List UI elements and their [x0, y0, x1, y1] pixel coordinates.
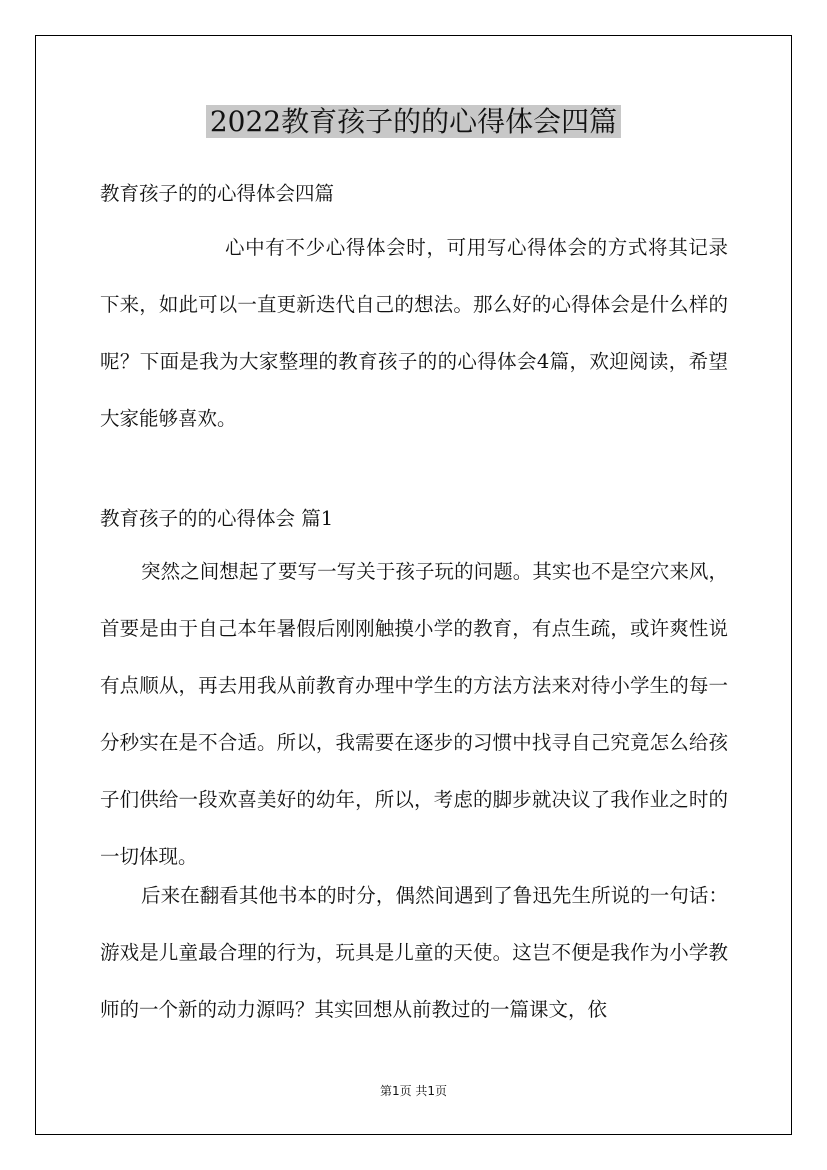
page-footer: 第1页 共1页 — [379, 1084, 448, 1098]
section-heading: 教育孩子的的心得体会 篇1 — [100, 507, 334, 530]
intro-paragraph: 心中有不少心得体会时，可用写心得体会的方式将其记录下来，如此可以一直更新迭代自己的想法。那么好的心得体会是什么样的呢？下面是我为大家整理的教育孩子的的心得体会4篇，欢迎阅读，希望大家能够喜欢。 — [100, 236, 728, 430]
document-title — [0, 101, 827, 143]
document-subtitle: 教育孩子的的心得体会四篇 — [100, 182, 335, 205]
body-paragraph-1: 突然之间想起了要写一写关于孩子玩的问题。其实也不是空穴来风，首要是由于自己本年暑假后刚刚触摸小学的教育，有点生疏，或许爽性说有点顺从，再去用我从前教育办理中学生的方法方法来对待小学生的每一分秒实在是不合适。所以，我需要在逐步的习惯中找寻自己究竟怎么给孩子们供给一段欢喜美好的幼年，所以，考虑的脚步就决议了我作业之时的一切体现。 — [100, 560, 728, 868]
body-paragraph-2: 后来在翻看其他书本的时分，偶然间遇到了鲁迅先生所说的一句话：游戏是儿童最合理的行为，玩具是儿童的天使。这岂不便是我作为小学教师的一个新的动力源吗？其实回想从前教过的一篇课文，依 — [100, 884, 728, 1021]
document-title-text: 2022教育孩子的的心得体会四篇 — [206, 105, 621, 138]
